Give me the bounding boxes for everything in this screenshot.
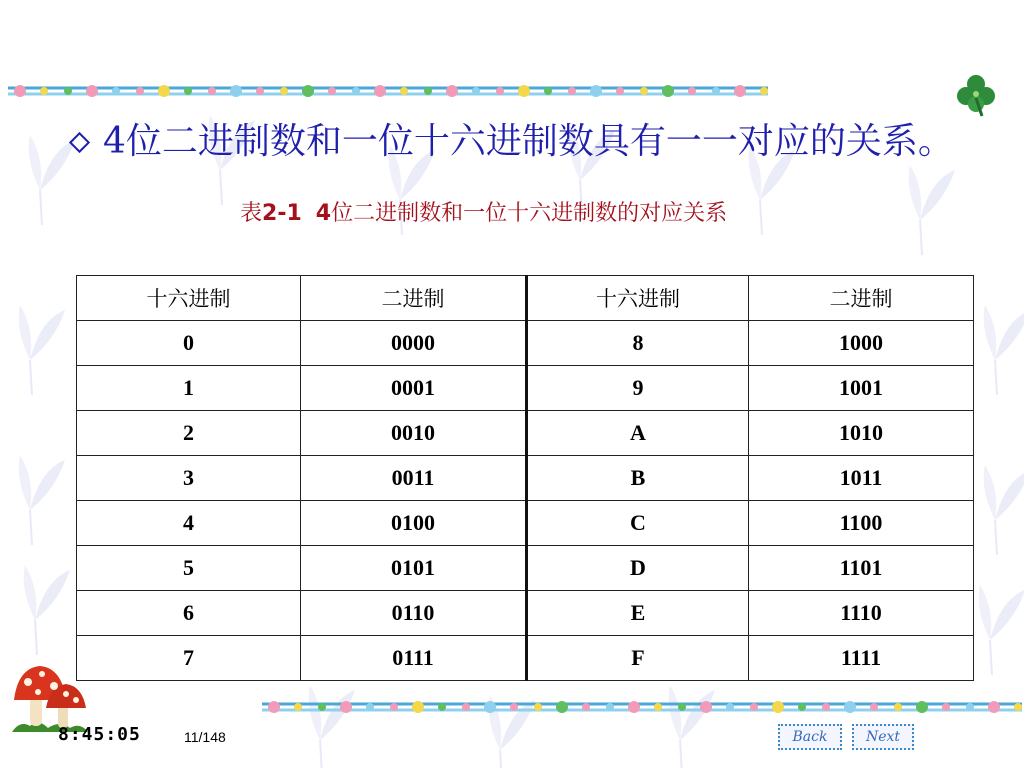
garland-bead	[412, 701, 424, 713]
garland-bead	[280, 87, 288, 95]
hex-cell: E	[527, 591, 749, 636]
garland-bead	[966, 703, 974, 711]
hex-cell: A	[527, 411, 749, 456]
binary-cell: 0100	[301, 501, 527, 546]
table-header-row	[77, 276, 974, 321]
garland-bead	[472, 87, 480, 95]
hex-cell: 0	[77, 321, 301, 366]
garland-bead	[988, 701, 1000, 713]
top-garland	[8, 78, 768, 104]
garland-bead	[302, 85, 314, 97]
garland-bead	[798, 703, 806, 711]
garland-bead	[606, 703, 614, 711]
garland-bead	[700, 701, 712, 713]
hex-cell: B	[527, 456, 749, 501]
garland-bead	[318, 703, 326, 711]
garland-bead	[556, 701, 568, 713]
garland-bead	[112, 87, 120, 95]
hex-cell: 4	[77, 501, 301, 546]
garland-bead	[40, 87, 48, 95]
garland-bead	[390, 703, 398, 711]
garland-bead	[446, 85, 458, 97]
clover-icon	[952, 70, 1000, 118]
garland-bead	[640, 87, 648, 95]
garland-bead	[1014, 703, 1022, 711]
hex-cell: 9	[527, 366, 749, 411]
binary-cell: 1101	[749, 546, 974, 591]
garland-bead	[534, 703, 542, 711]
garland-bead	[438, 703, 446, 711]
binary-cell: 1110	[749, 591, 974, 636]
back-button[interactable]: Back	[778, 724, 842, 750]
garland-bead	[726, 703, 734, 711]
caption-prefix: 表	[240, 201, 263, 226]
garland-bead	[942, 703, 950, 711]
garland-bead	[424, 87, 432, 95]
garland-bead	[590, 85, 602, 97]
binary-cell: 0001	[301, 366, 527, 411]
garland-bead	[916, 701, 928, 713]
header-hex-1: 十六进制	[77, 276, 301, 321]
header-bin-1: 二进制	[301, 276, 527, 321]
bullet-paragraph	[64, 120, 964, 164]
hex-cell: D	[527, 546, 749, 591]
garland-bead	[256, 87, 264, 95]
table-caption	[240, 196, 727, 227]
garland-bead	[772, 701, 784, 713]
header-bin-2: 二进制	[749, 276, 974, 321]
garland-bead	[158, 85, 170, 97]
table-row	[77, 546, 974, 591]
next-button[interactable]: Next	[852, 724, 914, 750]
binary-cell: 1011	[749, 456, 974, 501]
table-row	[77, 636, 974, 681]
garland-bead	[510, 703, 518, 711]
garland-bead	[462, 703, 470, 711]
garland-bead	[750, 703, 758, 711]
garland-bead	[400, 87, 408, 95]
binary-cell: 1001	[749, 366, 974, 411]
hex-cell: 5	[77, 546, 301, 591]
table-row	[77, 501, 974, 546]
caption-digit: 4	[315, 201, 332, 226]
binary-cell: 0011	[301, 456, 527, 501]
garland-bead	[654, 703, 662, 711]
garland-bead	[86, 85, 98, 97]
table-row	[77, 456, 974, 501]
garland-bead	[582, 703, 590, 711]
binary-cell: 1111	[749, 636, 974, 681]
garland-bead	[208, 87, 216, 95]
hex-cell: C	[527, 501, 749, 546]
garland-bead	[760, 87, 768, 95]
hex-cell: 3	[77, 456, 301, 501]
garland-bead	[616, 87, 624, 95]
hex-cell: 8	[527, 321, 749, 366]
table-row	[77, 321, 974, 366]
table-row	[77, 591, 974, 636]
garland-bead	[484, 701, 496, 713]
garland-bead	[894, 703, 902, 711]
bullet-text: 4位二进制数和一位十六进制数具有一一对应的关系。	[103, 121, 954, 162]
bottom-garland	[262, 694, 1022, 720]
binary-cell: 0101	[301, 546, 527, 591]
table-row	[77, 366, 974, 411]
binary-cell: 0010	[301, 411, 527, 456]
garland-bead	[544, 87, 552, 95]
garland-bead	[518, 85, 530, 97]
garland-bead	[328, 87, 336, 95]
binary-cell: 0000	[301, 321, 527, 366]
header-hex-2: 十六进制	[527, 276, 749, 321]
garland-bead	[374, 85, 386, 97]
garland-bead	[294, 703, 302, 711]
garland-bead	[340, 701, 352, 713]
garland-bead	[568, 87, 576, 95]
garland-bead	[844, 701, 856, 713]
garland-bead	[136, 87, 144, 95]
garland-bead	[712, 87, 720, 95]
garland-bead	[688, 87, 696, 95]
caption-number: 2-1	[262, 201, 302, 226]
garland-bead	[870, 703, 878, 711]
garland-bead	[734, 85, 746, 97]
hex-cell: 2	[77, 411, 301, 456]
garland-bead	[268, 701, 280, 713]
garland-bead	[496, 87, 504, 95]
garland-bead	[230, 85, 242, 97]
binary-cell: 1100	[749, 501, 974, 546]
hex-cell: 1	[77, 366, 301, 411]
garland-bead	[352, 87, 360, 95]
page-number: 11/148	[184, 729, 226, 745]
conversion-table	[76, 275, 974, 681]
garland-bead	[14, 85, 26, 97]
garland-bead	[662, 85, 674, 97]
binary-cell: 0111	[301, 636, 527, 681]
diamond-bullet-icon	[69, 131, 90, 152]
binary-cell: 1000	[749, 321, 974, 366]
binary-cell: 1010	[749, 411, 974, 456]
garland-bead	[184, 87, 192, 95]
caption-rest: 位二进制数和一位十六进制数的对应关系	[331, 201, 728, 226]
hex-cell: F	[527, 636, 749, 681]
garland-bead	[366, 703, 374, 711]
hex-cell: 7	[77, 636, 301, 681]
garland-bead	[64, 87, 72, 95]
binary-cell: 0110	[301, 591, 527, 636]
table-row	[77, 411, 974, 456]
garland-bead	[678, 703, 686, 711]
garland-bead	[822, 703, 830, 711]
garland-bead	[628, 701, 640, 713]
hex-cell: 6	[77, 591, 301, 636]
clock-display: 8:45:05	[58, 724, 141, 745]
